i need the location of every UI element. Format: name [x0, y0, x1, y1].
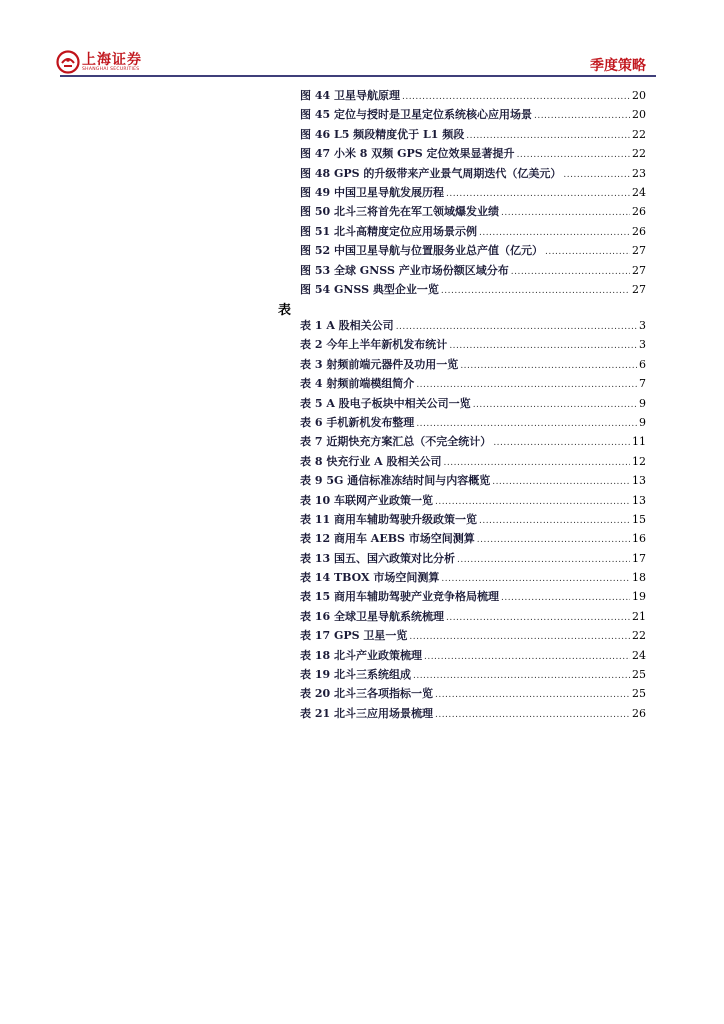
toc-entry[interactable]	[300, 317, 646, 336]
toc-entry[interactable]	[300, 203, 646, 222]
toc-entry[interactable]	[300, 550, 646, 569]
toc-entry-page: 15	[632, 512, 646, 526]
toc-entry-title: 图 45 定位与授时是卫星定位系统核心应用场景	[300, 108, 532, 122]
table-toc	[300, 317, 646, 724]
toc-entry[interactable]	[300, 472, 646, 491]
toc-entry[interactable]	[300, 184, 646, 203]
toc-entry[interactable]	[300, 705, 646, 724]
toc-entry[interactable]	[300, 165, 646, 184]
dot-leader	[534, 111, 630, 121]
company-logo	[56, 50, 152, 78]
toc-entry-page: 13	[632, 493, 646, 507]
dot-leader	[563, 170, 630, 180]
dot-leader	[473, 400, 637, 410]
dot-leader	[479, 228, 630, 238]
dot-leader	[396, 322, 637, 332]
dot-leader	[449, 341, 637, 351]
dot-leader	[441, 574, 630, 584]
logo-english-name: SHANGHAI SECURITIES	[82, 67, 140, 72]
toc-entry[interactable]	[300, 666, 646, 685]
dot-leader	[466, 131, 630, 141]
dot-leader	[435, 497, 630, 507]
toc-entry[interactable]	[300, 242, 646, 261]
toc-entry[interactable]	[300, 145, 646, 164]
toc-entry-page: 17	[632, 551, 646, 565]
toc-entry[interactable]	[300, 356, 646, 375]
toc-entry-page: 22	[632, 127, 646, 141]
report-type-label: 季度策略	[590, 58, 646, 74]
toc-entry-page: 27	[632, 282, 646, 296]
toc-entry[interactable]	[300, 588, 646, 607]
toc-entry-title: 图 51 北斗高精度定位应用场景示例	[300, 224, 477, 238]
dot-leader	[511, 267, 630, 277]
toc-entry-page: 26	[632, 205, 646, 219]
toc-entry-page: 12	[632, 454, 646, 468]
dot-leader	[545, 247, 630, 257]
toc-entry-title: 表 6 手机新机发布整理	[300, 415, 415, 429]
toc-entry-page: 3	[639, 338, 646, 352]
toc-entry[interactable]	[300, 336, 646, 355]
toc-entry[interactable]	[300, 106, 646, 125]
dot-leader	[416, 419, 637, 429]
toc-entry-page: 24	[632, 185, 646, 199]
figure-toc	[300, 87, 646, 300]
toc-entry[interactable]	[300, 87, 646, 106]
shanghai-securities-logo-icon	[56, 50, 80, 74]
toc-entry[interactable]	[300, 685, 646, 704]
toc-entry-page: 25	[632, 687, 646, 701]
toc-entry-page: 26	[632, 706, 646, 720]
dot-leader	[413, 671, 630, 681]
toc-entry-title: 图 46 L5 频段精度优于 L1 频段	[300, 127, 465, 141]
toc-entry-title: 表 18 北斗产业政策梳理	[300, 648, 422, 662]
dot-leader	[460, 361, 637, 371]
dot-leader	[493, 438, 630, 448]
toc-entry-page: 22	[632, 629, 646, 643]
toc-entry-page: 9	[639, 396, 646, 410]
toc-entry-title: 图 44 卫星导航原理	[300, 89, 400, 102]
dot-leader	[457, 555, 630, 565]
dot-leader	[441, 286, 630, 296]
toc-entry[interactable]	[300, 281, 646, 300]
toc-entry-title: 表 11 商用车辅助驾驶升级政策一览	[300, 512, 477, 526]
toc-entry[interactable]	[300, 453, 646, 472]
toc-entry[interactable]	[300, 223, 646, 242]
toc-entry-page: 6	[639, 357, 646, 371]
toc-entry-title: 图 50 北斗三将首先在军工领域爆发业绩	[300, 205, 499, 219]
toc-entry[interactable]	[300, 608, 646, 627]
toc-entry[interactable]	[300, 414, 646, 433]
toc-entry[interactable]	[300, 395, 646, 414]
toc-entry-page: 20	[632, 108, 646, 122]
dot-leader	[409, 632, 630, 642]
toc-entry-title: 图 53 全球 GNSS 产业市场份额区域分布	[300, 263, 509, 277]
toc-entry-title: 图 54 GNSS 典型企业一览	[300, 282, 439, 296]
toc-entry-page: 27	[632, 244, 646, 258]
toc-entry-title: 表 2 今年上半年新机发布统计	[300, 338, 448, 352]
header-divider	[60, 75, 656, 77]
toc-entry[interactable]	[300, 433, 646, 452]
dot-leader	[435, 690, 630, 700]
toc-entry[interactable]	[300, 492, 646, 511]
dot-leader	[435, 710, 630, 720]
toc-entry-title: 表 3 射频前端元器件及功用一览	[300, 357, 459, 371]
logo-chinese-name: 上海证券	[82, 52, 142, 68]
toc-entry[interactable]	[300, 647, 646, 666]
toc-entry-page: 19	[632, 590, 646, 604]
toc-entry-title: 表 13 国五、国六政策对比分析	[300, 551, 455, 565]
toc-entry-title: 图 48 GPS 的升级带来产业景气周期迭代（亿美元）	[300, 166, 562, 180]
toc-entry[interactable]	[300, 569, 646, 588]
toc-entry-page: 20	[632, 89, 646, 102]
toc-entry-page: 22	[632, 147, 646, 161]
toc-entry-title: 表 17 GPS 卫星一览	[300, 629, 408, 643]
dot-leader	[477, 535, 630, 545]
toc-entry-page: 25	[632, 668, 646, 682]
dot-leader	[446, 189, 630, 199]
toc-entry-title: 图 52 中国卫星导航与位置服务业总产值（亿元）	[300, 244, 543, 258]
toc-entry-page: 16	[632, 532, 646, 546]
dot-leader	[402, 92, 630, 102]
dot-leader	[416, 380, 637, 390]
toc-entry-title: 图 47 小米 8 双频 GPS 定位效果显著提升	[300, 147, 515, 161]
dot-leader	[444, 458, 630, 468]
toc-entry[interactable]	[300, 126, 646, 145]
toc-entry-title: 表 16 全球卫星导航系统梳理	[300, 609, 444, 623]
toc-entry-title: 表 9 5G 通信标准冻结时间与内容概览	[300, 474, 491, 488]
toc-entry-title: 表 20 北斗三各项指标一览	[300, 687, 433, 701]
toc-entry[interactable]	[300, 627, 646, 646]
toc-entry-title: 表 1 A 股相关公司	[300, 319, 394, 332]
toc-entry-title: 表 4 射频前端模组简介	[300, 377, 415, 391]
toc-entry-page: 13	[632, 474, 646, 488]
toc-entry[interactable]	[300, 530, 646, 549]
dot-leader	[479, 516, 630, 526]
toc-entry-title: 图 49 中国卫星导航发展历程	[300, 185, 444, 199]
toc-entry-page: 24	[632, 648, 646, 662]
toc-entry-page: 9	[639, 415, 646, 429]
toc-entry[interactable]	[300, 375, 646, 394]
toc-entry-title: 表 10 车联网产业政策一览	[300, 493, 433, 507]
toc-entry-title: 表 15 商用车辅助驾驶产业竞争格局梳理	[300, 590, 499, 604]
toc-entry-title: 表 8 快充行业 A 股相关公司	[300, 454, 442, 468]
toc-entry-title: 表 19 北斗三系统组成	[300, 668, 411, 682]
toc-entry[interactable]	[300, 511, 646, 530]
toc-entry-title: 表 12 商用车 AEBS 市场空间测算	[300, 532, 475, 546]
toc-entry-title: 表 5 A 股电子板块中相关公司一览	[300, 396, 471, 410]
dot-leader	[501, 208, 630, 218]
toc-entry-title: 表 7 近期快充方案汇总（不完全统计）	[300, 435, 492, 449]
dot-leader	[501, 593, 630, 603]
toc-entry[interactable]	[300, 262, 646, 281]
dot-leader	[424, 652, 630, 662]
dot-leader	[446, 613, 630, 623]
toc-entry-page: 27	[632, 263, 646, 277]
dot-leader	[517, 150, 630, 160]
dot-leader	[492, 477, 630, 487]
toc-entry-page: 11	[632, 435, 646, 449]
toc-entry-page: 18	[632, 571, 646, 585]
toc-entry-page: 23	[632, 166, 646, 180]
toc-entry-page: 7	[639, 377, 646, 391]
tables-section-heading: 表	[278, 303, 292, 318]
toc-entry-title: 表 21 北斗三应用场景梳理	[300, 706, 433, 720]
toc-entry-page: 26	[632, 224, 646, 238]
toc-entry-page: 21	[632, 609, 646, 623]
toc-entry-title: 表 14 TBOX 市场空间测算	[300, 571, 440, 585]
toc-entry-page: 3	[639, 319, 646, 332]
